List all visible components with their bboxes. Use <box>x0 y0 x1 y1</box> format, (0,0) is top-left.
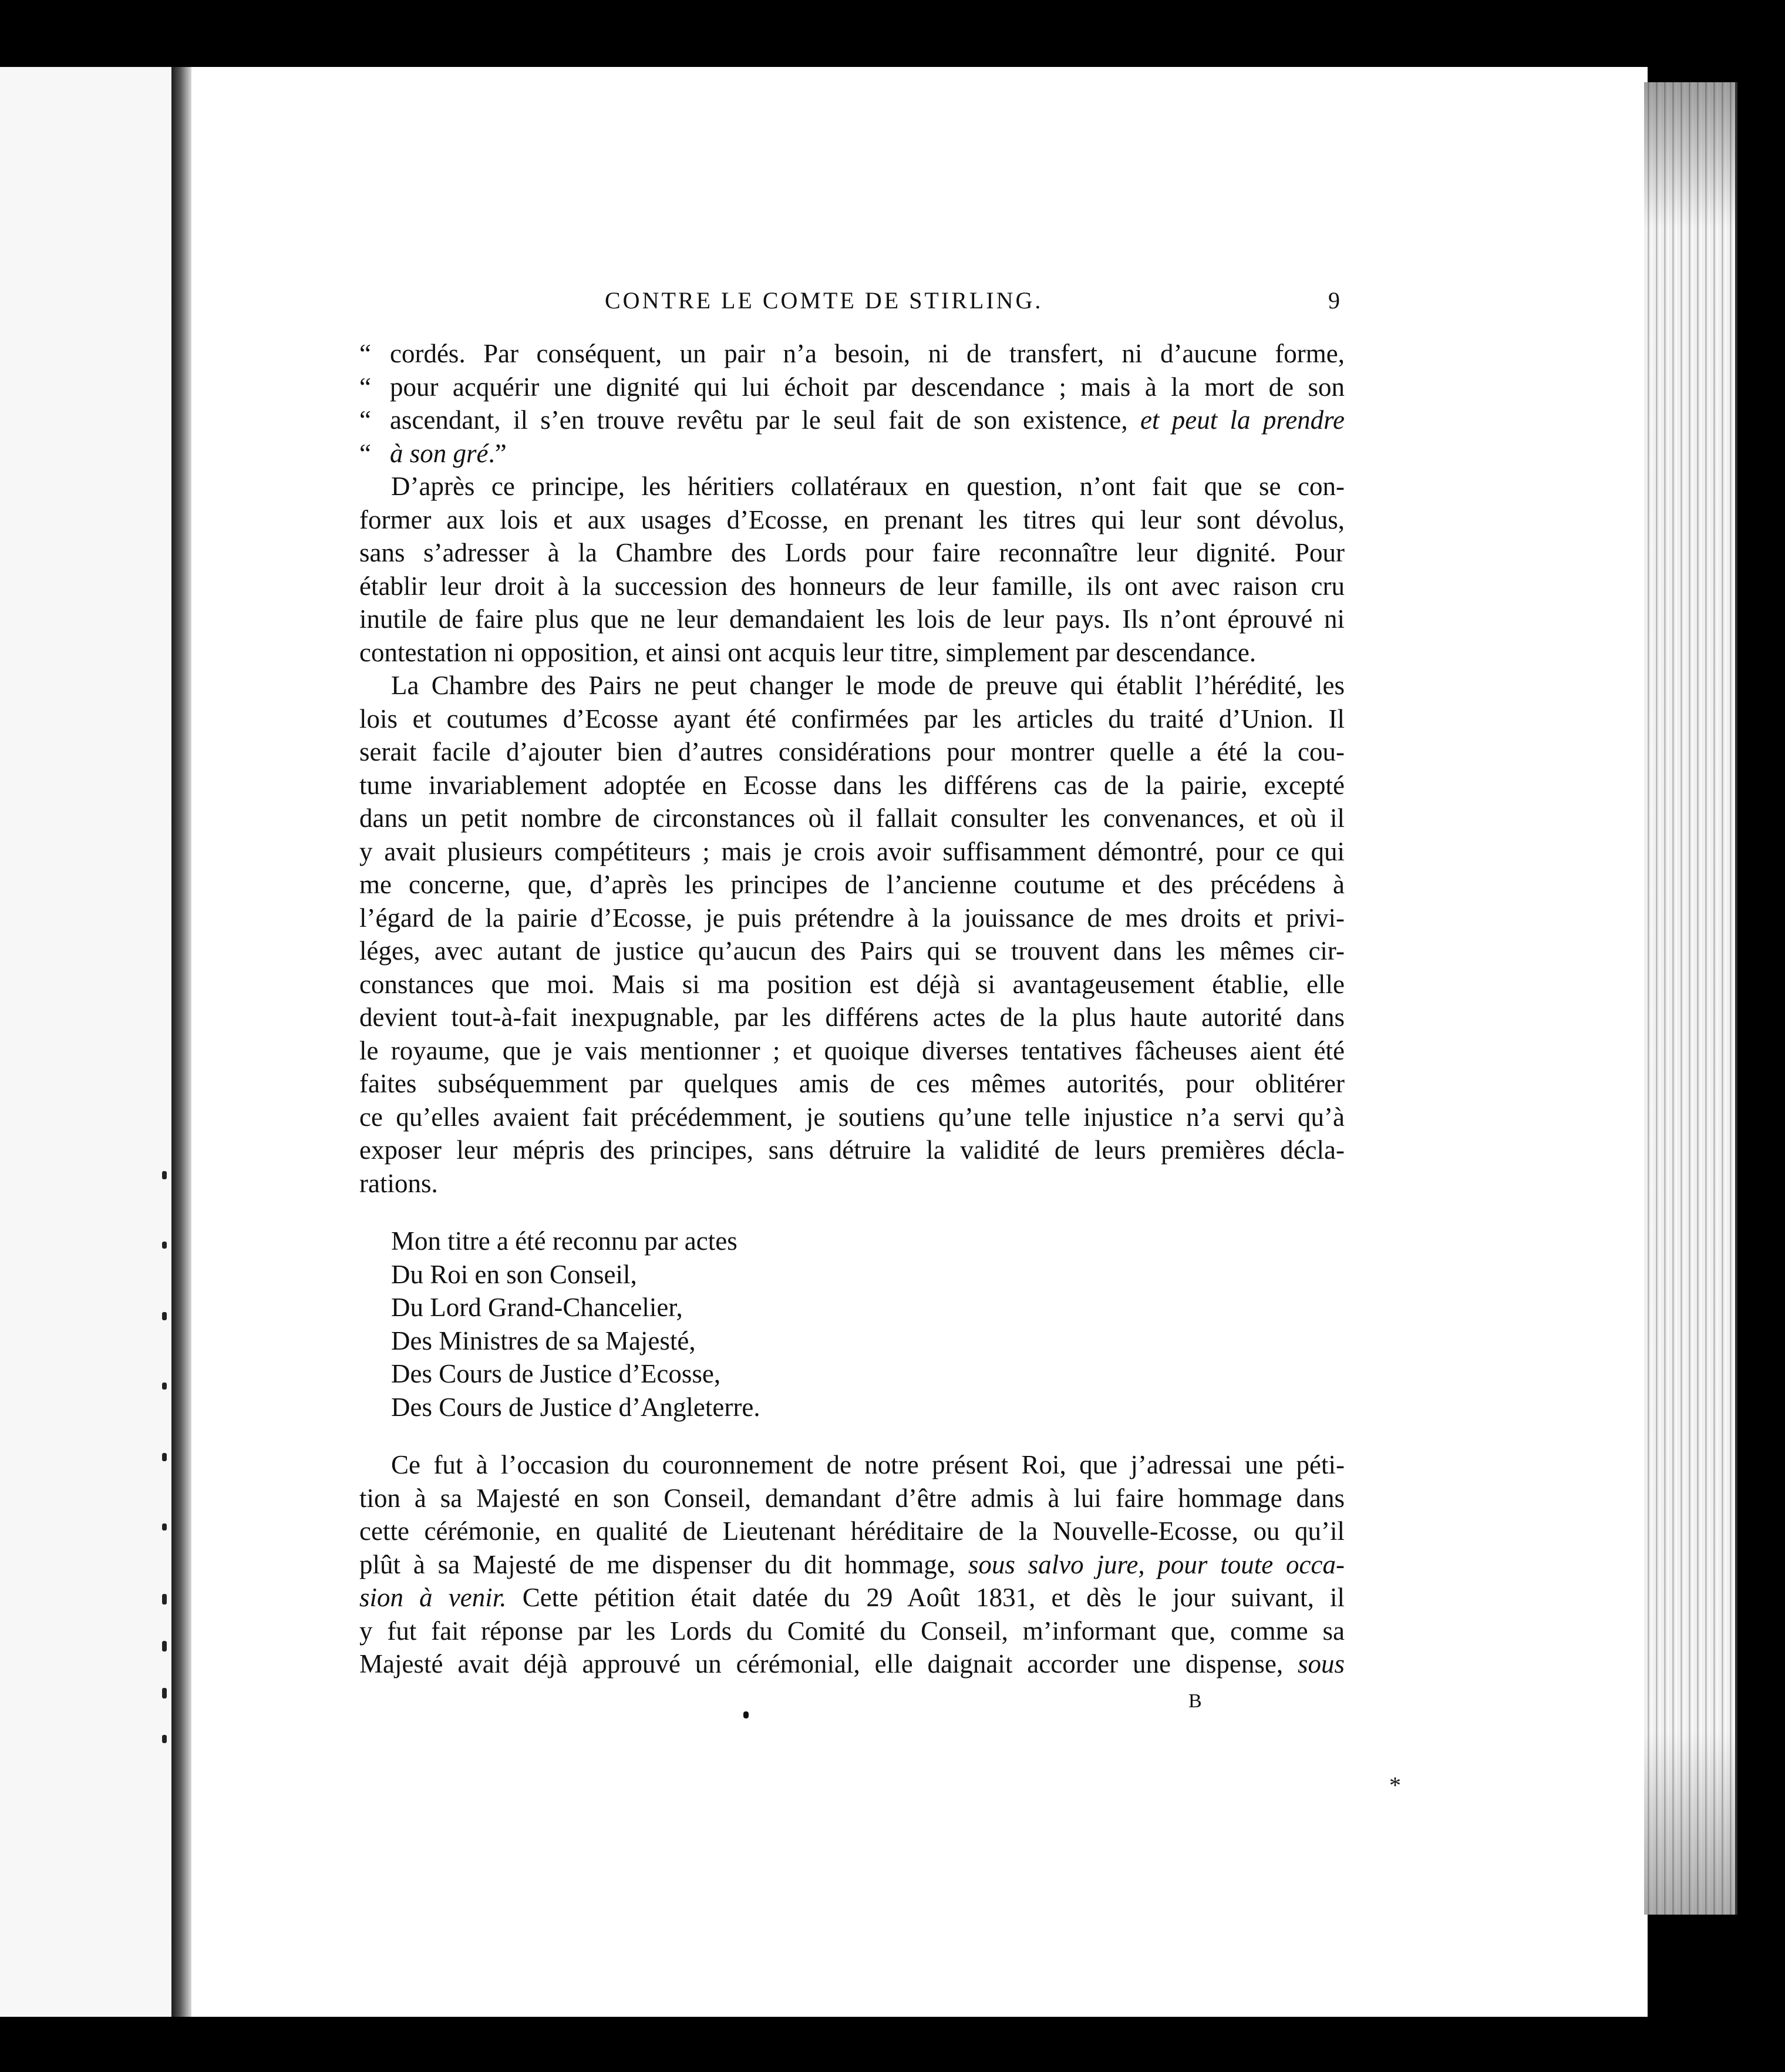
text-run: pour acquérir une dignité qui lui échoit par descendance ; mais à la mort de son <box>390 372 1345 402</box>
text-line <box>359 735 1345 769</box>
ink-fleck <box>162 1453 167 1461</box>
text-run: lois et coutumes d’Ecosse ayant été confirmées par les articles du traité d’Union. Il <box>359 704 1345 734</box>
ink-fleck <box>162 1735 167 1743</box>
text-line <box>359 802 1345 835</box>
ink-fleck <box>162 1383 167 1390</box>
text-run: exposer leur mépris des principes, sans détruire la validité de leurs premières décla- <box>359 1135 1345 1165</box>
facing-page-edge <box>0 67 171 2017</box>
text-run: tume invariablement adoptée en Ecosse dans les différens cas de la pairie, excepté <box>359 770 1345 800</box>
text-run: D’après ce principe, les héritiers collatéraux en question, n’ont fait que se con- <box>391 472 1345 501</box>
text-run: tion à sa Majesté en son Conseil, demandant d’être admis à lui faire hommage dans <box>359 1483 1345 1513</box>
margin-mark: * <box>1389 1772 1401 1798</box>
text-line <box>359 1515 1345 1548</box>
verse-line: Des Ministres de sa Majesté, <box>391 1326 696 1355</box>
signature-mark: B <box>1188 1690 1202 1712</box>
text-line <box>359 1581 1345 1614</box>
text-line <box>359 337 1345 371</box>
text-line <box>359 1482 1345 1515</box>
text-line <box>359 1614 1345 1648</box>
text-run: ascendant, il s’en trouve revêtu par le seul fait de son existence, <box>390 405 1140 435</box>
text-run: établir leur droit à la succession des honneurs de leur famille, ils ont avec raison cru <box>359 571 1345 601</box>
text-line <box>359 902 1345 935</box>
ink-fleck <box>162 1171 167 1179</box>
text-line <box>359 1548 1345 1582</box>
text-line <box>359 702 1345 736</box>
text-line <box>359 636 1345 670</box>
ink-fleck <box>162 1688 167 1698</box>
text-line <box>359 1133 1345 1167</box>
ink-fleck <box>162 1594 167 1605</box>
text-line <box>359 470 1345 503</box>
verse-line: Mon titre a été reconnu par actes <box>391 1226 737 1256</box>
running-header: CONTRE LE COMTE DE STIRLING. <box>605 287 1043 314</box>
text-run: Majesté avait déjà approuvé un cérémonial, elle daignait accorder une dispense, <box>359 1649 1298 1679</box>
text-line <box>359 934 1345 968</box>
text-run: .” <box>488 438 507 468</box>
text-run: me concerne, que, d’après les principes de l’ancienne coutume et des précédens à <box>359 870 1345 899</box>
verse-line: Des Cours de Justice d’Angleterre. <box>391 1392 760 1422</box>
italic-run: sion à venir. <box>359 1583 507 1612</box>
text-run: Ce fut à l’occasion du couronnement de notre présent Roi, que j’adressai une péti- <box>391 1450 1345 1479</box>
italic-run: sous salvo jure, pour toute occa- <box>968 1549 1345 1579</box>
text-run: y fut fait réponse par les Lords du Comité du Conseil, m’informant que, comme sa <box>359 1616 1345 1646</box>
text-line <box>359 669 1345 702</box>
text-run: contestation ni opposition, et ainsi ont acquis leur titre, simplement par descendance. <box>359 637 1257 667</box>
text-run: y avait plusieurs compétiteurs ; mais je crois avoir suffisamment démontré, pour ce qui <box>359 836 1345 866</box>
ink-fleck <box>162 1523 167 1531</box>
text-run: faites subséquemment par quelques amis de ces mêmes autorités, pour oblitérer <box>359 1069 1345 1098</box>
text-run: sans s’adresser à la Chambre des Lords pour faire reconnaître leur dignité. Pour <box>359 538 1345 567</box>
text-run: cette cérémonie, en qualité de Lieutenant héréditaire de la Nouvelle-Ecosse, ou qu’il <box>359 1516 1345 1546</box>
italic-run: à son gré <box>390 438 489 468</box>
page-number: 9 <box>1328 287 1340 314</box>
text-run: serait facile d’ajouter bien d’autres considérations pour montrer quelle a été la cou- <box>359 737 1345 766</box>
book-gutter <box>171 67 191 2017</box>
paragraph-gap <box>359 1424 1345 1448</box>
text-run: inutile de faire plus que ne leur demandaient les lois de leur pays. Ils n’ont éprouvé ni <box>359 604 1345 634</box>
text-line <box>359 403 1345 437</box>
ink-fleck <box>162 1641 167 1651</box>
verse-line: Du Roi en son Conseil, <box>391 1259 637 1289</box>
text-run: dans un petit nombre de circonstances où il fallait consulter les convenances, et où il <box>359 803 1345 833</box>
text-line <box>359 603 1345 636</box>
text-run: le royaume, que je vais mentionner ; et quoique diverses tentatives fâcheuses aient été <box>359 1035 1345 1065</box>
ink-fleck <box>162 1312 167 1320</box>
text-line <box>359 1067 1345 1101</box>
text-line <box>359 503 1345 537</box>
text-line <box>359 1001 1345 1034</box>
text-run: cordés. Par conséquent, un pair n’a besoin, ni de transfert, ni d’aucune forme, <box>390 339 1345 368</box>
text-run: l’égard de la pairie d’Ecosse, je puis prétendre à la jouissance de mes droits et privi- <box>359 903 1345 933</box>
text-run: léges, avec autant de justice qu’aucun des Pairs qui se trouvent dans les mêmes cir- <box>359 936 1345 966</box>
italic-run: sous <box>1297 1649 1345 1679</box>
text-line <box>359 570 1345 603</box>
ink-fleck <box>162 1242 167 1249</box>
page-stack-shadow <box>1644 82 1735 1915</box>
text-run: Cette pétition était datée du 29 Août 1831, et dès le jour suivant, il <box>506 1583 1345 1612</box>
paragraph-gap <box>359 1200 1345 1225</box>
text-line <box>359 1101 1345 1134</box>
text-line <box>359 835 1345 869</box>
text-line <box>359 1034 1345 1068</box>
verse-line: Du Lord Grand-Chancelier, <box>391 1293 683 1322</box>
text-line <box>359 1448 1345 1482</box>
text-run: constances que moi. Mais si ma position est déjà si avantageusement établie, elle <box>359 969 1345 999</box>
text-run: former aux lois et aux usages d’Ecosse, en prenant les titres qui leur sont dévolus, <box>359 504 1345 534</box>
text-line <box>359 968 1345 1001</box>
text-run: La Chambre des Pairs ne peut changer le mode de preuve qui établit l’hérédité, les <box>391 671 1345 700</box>
italic-run: et peut la prendre <box>1140 405 1345 435</box>
text-line <box>359 1647 1345 1681</box>
body-text <box>359 337 1345 1681</box>
text-line <box>359 868 1345 902</box>
verse-line: Des Cours de Justice d’Ecosse, <box>391 1359 721 1388</box>
text-line <box>359 371 1345 404</box>
text-run: plût à sa Majesté de me dispenser du dit hommage, <box>359 1549 968 1579</box>
text-run: rations. <box>359 1168 438 1198</box>
text-line <box>359 437 1345 470</box>
text-run: ce qu’elles avaient fait précédemment, je soutiens qu’une telle injustice n’a servi qu’à <box>359 1102 1345 1132</box>
text-run: devient tout-à-fait inexpugnable, par les différens actes de la plus haute autorité dans <box>359 1003 1345 1032</box>
ink-dot <box>743 1711 749 1718</box>
text-line <box>359 1167 1345 1200</box>
text-line <box>359 536 1345 570</box>
text-line <box>359 769 1345 802</box>
